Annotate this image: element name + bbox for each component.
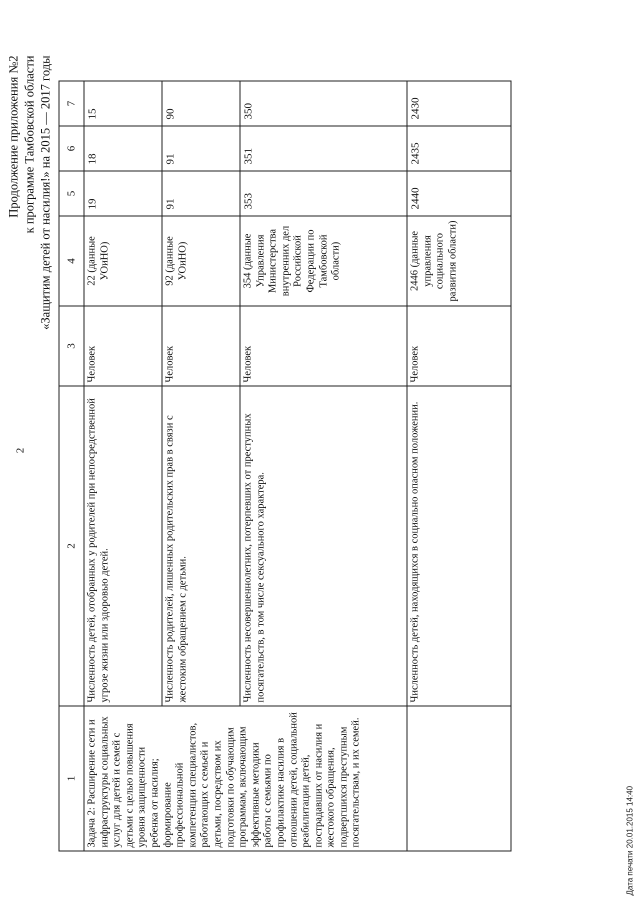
column-number: 5: [59, 171, 84, 216]
page-number: 2: [14, 447, 26, 453]
task-cell-continuation: [407, 706, 511, 851]
unit-cell: Человек: [162, 306, 240, 386]
value-2017-cell: 2430: [407, 81, 511, 126]
value-2017-cell: 90: [162, 81, 240, 126]
indicator-cell: Численность родителей, лишенных родительских прав в связи с жестоким обращением с детьми.: [162, 386, 240, 706]
column-number: 1: [59, 706, 84, 851]
base-value-cell: 354 (данные Управления Министерства внутренних дел Российской Федерации по Тамбовской области): [240, 216, 407, 306]
column-number: 7: [59, 81, 84, 126]
print-date: Дата печати 20.01.2015 14:40: [625, 785, 634, 895]
column-number: 6: [59, 126, 84, 171]
indicator-cell: Численность детей, отобранных у родителей при непосредственной угрозе жизни или здоровью детей.: [84, 386, 162, 706]
appendix-header: [5, 55, 53, 515]
header-line-1: Продолжение приложения №2: [6, 55, 20, 218]
indicators-table: [58, 80, 511, 851]
table-row: [407, 81, 511, 851]
indicator-cell: Численность несовершеннолетних, потерпевших от преступных посягательств, в том числе сексуального характера.: [240, 386, 407, 706]
column-number: 3: [59, 306, 84, 386]
column-number: 2: [59, 386, 84, 706]
base-value-cell: 2446 (данные управления социального развития области): [407, 216, 511, 306]
value-2016-cell: 351: [240, 126, 407, 171]
value-2017-cell: 350: [240, 81, 407, 126]
value-2016-cell: 91: [162, 126, 240, 171]
value-2016-cell: 2435: [407, 126, 511, 171]
unit-cell: Человек: [240, 306, 407, 386]
unit-cell: Человек: [84, 306, 162, 386]
unit-cell: Человек: [407, 306, 511, 386]
table-row: [84, 81, 162, 851]
column-number: 4: [59, 216, 84, 306]
header-line-3: «Защитим детей от насилия!» на 2015 — 2017 годы: [38, 55, 52, 330]
value-2015-cell: 2440: [407, 171, 511, 216]
value-2016-cell: 18: [84, 126, 162, 171]
base-value-cell: 92 (данные УОиНО): [162, 216, 240, 306]
value-2015-cell: 19: [84, 171, 162, 216]
task-cell: Задача 2: Расширение сети и инфраструктуры социальных услуг для детей и семей с детьми с целью повышения уровня защищенности ребенка от насилия; формирование профессиональной компетенции специалистов, работающих с семьей и детьми, посредством их подготовки по обучающим программам, включающим эффективные методики работы с семьями по профилактике насилия в отношении детей, социальной реабилитации детей, пострадавших от насилия и жестокого обращения, подвергшихся преступным посягательствам, и их семей.: [84, 706, 407, 851]
column-number-row: [59, 81, 84, 851]
value-2017-cell: 15: [84, 81, 162, 126]
indicator-cell: Численность детей, находящихся в социально опасном положении.: [407, 386, 511, 706]
value-2015-cell: 353: [240, 171, 407, 216]
value-2015-cell: 91: [162, 171, 240, 216]
header-line-2: к программе Тамбовской области: [22, 55, 36, 233]
base-value-cell: 22 (данные УОиНО): [84, 216, 162, 306]
